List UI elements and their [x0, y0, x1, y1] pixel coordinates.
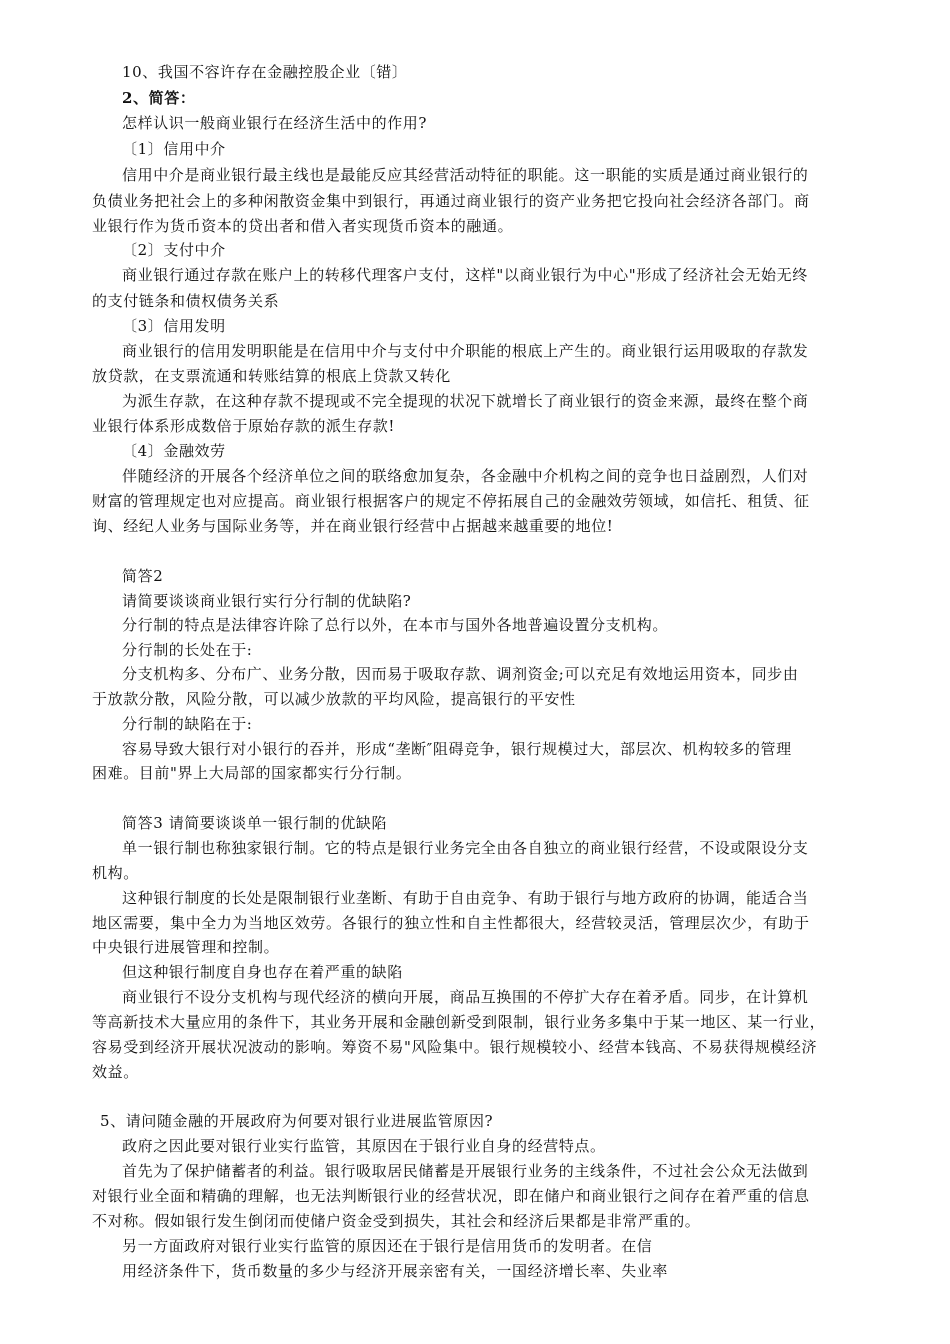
text-line: 等高新技术大量应用的条件下，其业务开展和金融创新受到限制，银行业务多集中于某一地区、某一行业， — [92, 1013, 826, 1031]
text-line: 机构。 — [92, 864, 139, 882]
item-heading: 〔2〕支付中介 — [122, 241, 226, 259]
text-line: 容易受到经济开展状况波动的影响。筹资不易"风险集中。银行规模较小、经营本钱高、不易获得规模经济 — [92, 1038, 818, 1056]
text-line: 分行制的特点是法律容许除了总行以外，在本市与国外各地普遍设置分支机构。 — [122, 616, 669, 634]
text-line: 询、经纪人业务与国际业务等，并在商业银行经营中占据越来越重要的地位! — [92, 517, 614, 535]
text-line: 业银行作为货币资本的贷出者和借入者实现货币资本的融通。 — [92, 217, 514, 235]
text-line: 容易导致大银行对小银行的吞并，形成“垄断″阻碍竞争，银行规模过大，部层次、机构较多的管理 — [122, 740, 792, 758]
text-line: 放贷款，在支票流通和转账结算的根底上贷款又转化 — [92, 367, 451, 385]
text-line: 另一方面政府对银行业实行监管的原因还在于银行是信用货币的发明者。在信 — [122, 1237, 653, 1255]
question-heading: 5、请问随金融的开展政府为何要对银行业进展监管原因? — [100, 1112, 494, 1130]
section-heading: 简答2 — [122, 567, 164, 585]
text-line: 中央银行进展管理和控制。 — [92, 938, 280, 956]
text-line: 效益。 — [92, 1063, 139, 1081]
item-heading: 〔4〕金融效劳 — [122, 442, 226, 460]
text-line: 伴随经济的开展各个经济单位之间的联络愈加复杂，各金融中介机构之间的竞争也日益剧烈，人们对 — [122, 467, 809, 485]
text-line: 单一银行制也称独家银行制。它的特点是银行业务完全由各自独立的商业银行经营，不设或限设分支 — [122, 839, 809, 857]
section-heading: 简答3 请简要谈谈单一银行制的优缺陷 — [122, 814, 388, 832]
text-line: 这种银行制度的长处是限制银行业垄断、有助于自由竞争、有助于银行与地方政府的协调，能适合当 — [122, 889, 809, 907]
text-line: 地区需要，集中全力为当地区效劳。各银行的独立性和自主性都很大，经营较灵活，管理层次少，有助于 — [92, 914, 810, 932]
text-line: 商业银行通过存款在账户上的转移代理客户支付，这样"以商业银行为中心"形成了经济社会无始无终 — [122, 266, 808, 284]
item-heading: 〔3〕信用发明 — [122, 317, 226, 335]
text-line: 对银行业全面和精确的理解，也无法判断银行业的经营状况，即在储户和商业银行之间存在着严重的信息 — [92, 1187, 810, 1205]
text-line: 首先为了保护储蓄者的利益。银行吸取居民储蓄是开展银行业务的主线条件，不过社会公众无法做到 — [122, 1162, 809, 1180]
text-line: 分行制的长处在于: — [122, 641, 253, 659]
text-line: 但这种银行制度自身也存在着严重的缺陷 — [122, 963, 403, 981]
text-line: 10、我国不容许存在金融控股企业〔错〕 — [122, 63, 408, 81]
text-line: 分行制的缺陷在于: — [122, 715, 253, 733]
text-line: 负债业务把社会上的多种闲散资金集中到银行，再通过商业银行的资产业务把它投向社会经济各部门。商 — [92, 192, 810, 210]
text-line: 商业银行不设分支机构与现代经济的横向开展，商品互换围的不停扩大存在着矛盾。同步，在计算机 — [122, 988, 809, 1006]
text-line: 的支付链条和债权债务关系 — [92, 292, 280, 310]
question-line: 请简要谈谈商业银行实行分行制的优缺陷? — [122, 592, 412, 610]
item-heading: 〔1〕信用中介 — [122, 140, 226, 158]
text-line: 信用中介是商业银行最主线也是最能反应其经营活动特征的职能。这一职能的实质是通过商业银行的 — [122, 166, 809, 184]
question-line: 怎样认识一般商业银行在经济生活中的作用? — [122, 114, 428, 132]
text-line: 用经济条件下，货币数量的多少与经济开展亲密有关，一国经济增长率、失业率 — [122, 1262, 669, 1280]
text-line: 政府之因此要对银行业实行监管，其原因在于银行业自身的经营特点。 — [122, 1137, 606, 1155]
text-line: 财富的管理规定也对应提高。商业银行根据客户的规定不停拓展自己的金融效劳领域，如信托、租赁、征 — [92, 492, 810, 510]
text-line: 于放款分散，风险分散，可以减少放款的平均风险，提高银行的平安性 — [92, 690, 576, 708]
section-heading: 2、简答： — [122, 89, 196, 107]
text-line: 分支机构多、分布广、业务分散，因而易于吸取存款、调剂资金;可以充足有效地运用资本，同步由 — [122, 665, 799, 683]
text-line: 为派生存款，在这种存款不提现或不完全提现的状况下就增长了商业银行的资金来源，最终在整个商 — [122, 392, 809, 410]
text-line: 不对称。假如银行发生倒闭而使储户资金受到损失，其社会和经济后果都是非常严重的。 — [92, 1212, 701, 1230]
text-line: 业银行体系形成数倍于原始存款的派生存款! — [92, 417, 396, 435]
text-line: 困难。目前"界上大局部的国家都实行分行制。 — [92, 764, 412, 782]
text-line: 商业银行的信用发明职能是在信用中介与支付中介职能的根底上产生的。商业银行运用吸取的存款发 — [122, 342, 809, 360]
